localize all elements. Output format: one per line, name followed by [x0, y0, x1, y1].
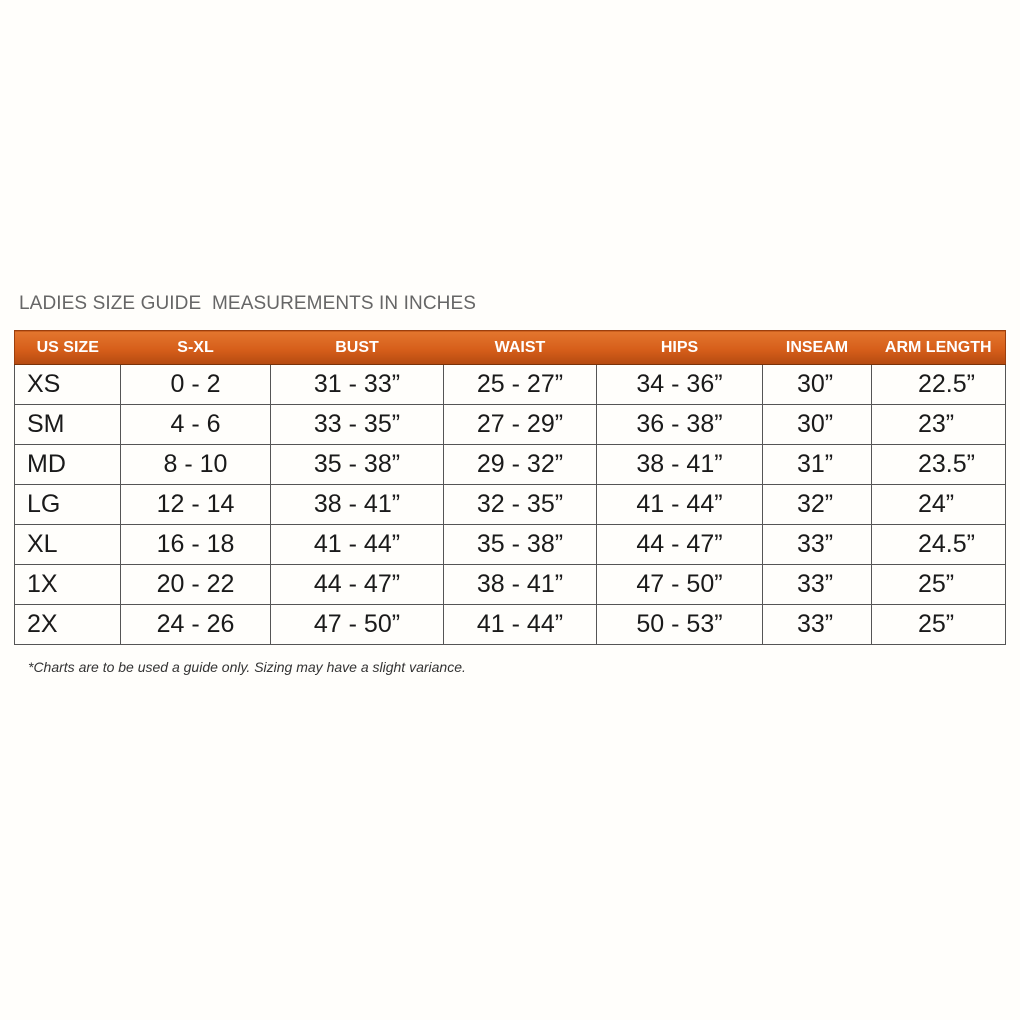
cell-arm-length: 25”: [872, 565, 1006, 605]
cell-s-xl: 12 - 14: [121, 485, 271, 525]
cell-arm-length: 24.5”: [872, 525, 1006, 565]
cell-inseam: 33”: [763, 525, 872, 565]
table-row: [15, 445, 1006, 485]
cell-s-xl: 4 - 6: [121, 405, 271, 445]
cell-inseam: 30”: [763, 365, 872, 405]
cell-s-xl: 16 - 18: [121, 525, 271, 565]
cell-inseam: 31”: [763, 445, 872, 485]
cell-s-xl: 8 - 10: [121, 445, 271, 485]
disclaimer-footnote: *Charts are to be used a guide only. Sizing may have a slight variance.: [28, 659, 466, 675]
header-arm-length: ARM LENGTH: [872, 331, 1006, 365]
cell-hips: 50 - 53”: [597, 605, 763, 645]
cell-inseam: 33”: [763, 605, 872, 645]
size-guide-heading: LADIES SIZE GUIDE MEASUREMENTS IN INCHES: [19, 293, 477, 314]
cell-waist: 32 - 35”: [444, 485, 597, 525]
cell-us-size: 1X: [15, 565, 121, 605]
cell-inseam: 32”: [763, 485, 872, 525]
cell-s-xl: 20 - 22: [121, 565, 271, 605]
cell-inseam: 33”: [763, 565, 872, 605]
cell-waist: 41 - 44”: [444, 605, 597, 645]
header-s-xl: S-XL: [121, 331, 271, 365]
cell-waist: 38 - 41”: [444, 565, 597, 605]
cell-waist: 29 - 32”: [444, 445, 597, 485]
cell-hips: 47 - 50”: [597, 565, 763, 605]
table-row: [15, 365, 1006, 405]
cell-arm-length: 25”: [872, 605, 1006, 645]
cell-us-size: LG: [15, 485, 121, 525]
header-inseam: INSEAM: [763, 331, 872, 365]
cell-waist: 25 - 27”: [444, 365, 597, 405]
cell-bust: 35 - 38”: [271, 445, 444, 485]
cell-bust: 33 - 35”: [271, 405, 444, 445]
cell-bust: 38 - 41”: [271, 485, 444, 525]
cell-hips: 44 - 47”: [597, 525, 763, 565]
cell-us-size: 2X: [15, 605, 121, 645]
header-us-size: US SIZE: [15, 331, 121, 365]
cell-bust: 31 - 33”: [271, 365, 444, 405]
table-row: [15, 405, 1006, 445]
cell-hips: 36 - 38”: [597, 405, 763, 445]
cell-hips: 38 - 41”: [597, 445, 763, 485]
table-row: [15, 525, 1006, 565]
cell-arm-length: 23”: [872, 405, 1006, 445]
cell-us-size: XL: [15, 525, 121, 565]
cell-inseam: 30”: [763, 405, 872, 445]
table-row: [15, 565, 1006, 605]
cell-bust: 47 - 50”: [271, 605, 444, 645]
size-chart-table: [14, 330, 1006, 645]
cell-hips: 34 - 36”: [597, 365, 763, 405]
cell-arm-length: 23.5”: [872, 445, 1006, 485]
header-waist: WAIST: [444, 331, 597, 365]
cell-us-size: SM: [15, 405, 121, 445]
cell-hips: 41 - 44”: [597, 485, 763, 525]
cell-waist: 27 - 29”: [444, 405, 597, 445]
cell-arm-length: 22.5”: [872, 365, 1006, 405]
cell-us-size: MD: [15, 445, 121, 485]
table-row: [15, 485, 1006, 525]
cell-s-xl: 0 - 2: [121, 365, 271, 405]
table-row: [15, 605, 1006, 645]
size-rows: [15, 365, 1006, 645]
cell-bust: 41 - 44”: [271, 525, 444, 565]
header-bust: BUST: [271, 331, 444, 365]
header-hips: HIPS: [597, 331, 763, 365]
header-row: [15, 331, 1006, 365]
cell-us-size: XS: [15, 365, 121, 405]
cell-waist: 35 - 38”: [444, 525, 597, 565]
cell-bust: 44 - 47”: [271, 565, 444, 605]
cell-s-xl: 24 - 26: [121, 605, 271, 645]
cell-arm-length: 24”: [872, 485, 1006, 525]
